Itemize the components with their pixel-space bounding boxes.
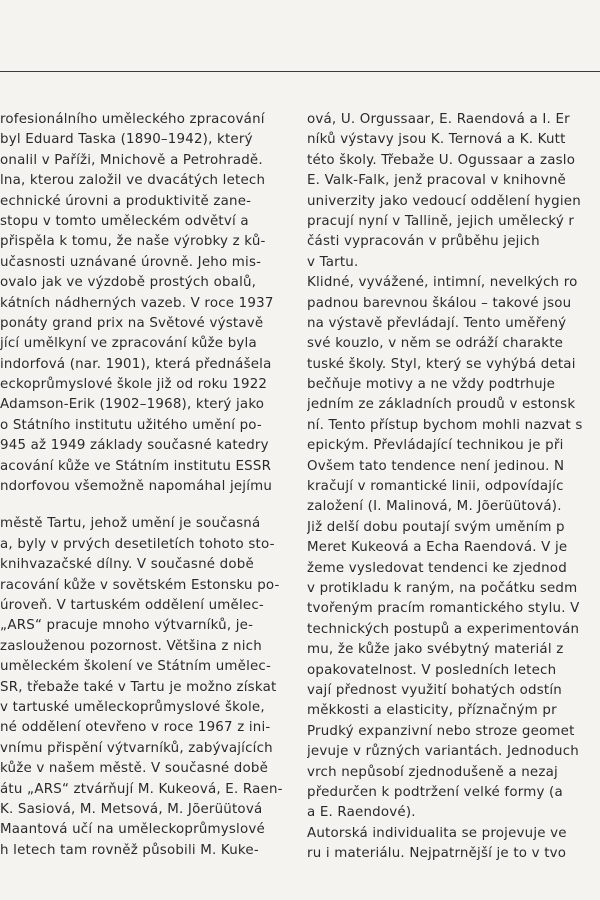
text-line: acování kůže ve Státním institutu ESSR: [0, 458, 272, 474]
text-line: městě Tartu, jehož umění je současná: [0, 516, 261, 532]
text-line: ní. Tento přístup bychom mohli nazvat s: [307, 417, 583, 433]
text-line: části vypracován v průběhu jejich: [307, 234, 540, 250]
header-rule: [0, 71, 600, 72]
text-line: rofesionálního uměleckého zpracování: [0, 112, 265, 127]
text-line: Adamson-Erik (1902–1968), který jako: [0, 397, 265, 413]
text-line: předurčen k podtržení velké formy (a: [307, 784, 563, 800]
text-line: ndorfovou všemožně napomáhal jejímu: [0, 479, 273, 495]
text-line: knihvazačské dílny. V současné době: [0, 557, 254, 573]
text-line: v protikladu k raným, na počátku sedm: [307, 580, 578, 596]
text-line: ová, U. Orgussaar, E. Raendová a I. Er: [307, 112, 570, 127]
text-line: o Státního institutu užitého umění po-: [0, 417, 262, 433]
paragraph: [307, 824, 600, 865]
text-line: mu, že kůže jako svébytný materiál z: [307, 642, 564, 658]
text-line: v Tartu.: [307, 254, 359, 270]
text-line: „ARS“ pracuje mnoho výtvarníků, je-: [0, 618, 254, 634]
text-line: 945 až 1949 základy současné katedry: [0, 438, 269, 454]
text-line: zaslouženou pozornost. Většina z nich: [0, 638, 262, 654]
text-line: a E. Raendové).: [307, 805, 416, 821]
text-line: níků výstavy jsou K. Ternová a K. Kutt: [307, 132, 566, 148]
paragraph-gap: [0, 497, 294, 514]
text-line: kračují v romantické linii, odpovídajíc: [307, 479, 564, 495]
text-line: Ovšem tato tendence není jedinou. N: [307, 458, 565, 474]
text-line: pracují nyní v Tallině, jejich umělecký r: [307, 213, 575, 229]
text-line: kátních nádherných vazeb. V roce 1937: [0, 295, 274, 311]
text-line: onalil v Paříži, Mnichově a Petrohradě.: [0, 152, 263, 168]
text-line: tuské školy. Styl, který se vyhýbá detai: [307, 356, 576, 372]
text-line: této školy. Třebaže U. Ogussaar a zaslo: [307, 152, 576, 168]
text-line: vrch nepůsobí zjednodušeně a nezaj: [307, 764, 558, 780]
text-line: v tartuské uměleckoprůmyslové škole,: [0, 699, 265, 715]
text-line: h letech tam rovněž působili M. Kuke-: [0, 842, 259, 858]
text-line: Již delší dobu poutají svým uměním p: [307, 519, 565, 535]
text-line: jedním ze základních proudů v estonsk: [307, 397, 576, 413]
text-line: echnické úrovni a produktivitě zane-: [0, 193, 252, 209]
text-line: žeme vysledovat tendenci ke zjednod: [307, 560, 567, 576]
text-line: uměleckém školení ve Státním umělec-: [0, 659, 272, 675]
text-line: byl Eduard Taska (1890–1942), který: [0, 132, 253, 148]
text-line: měkkosti a elasticity, příznačným pr: [307, 703, 557, 719]
text-line: Prudký expanzivní nebo stroze geomet: [307, 723, 575, 739]
text-line: padnou barevnou škálou – takové jsou: [307, 295, 572, 311]
text-line: ovalo jak ve výzdobě prostých obalů,: [0, 275, 257, 291]
paragraph: [0, 514, 294, 861]
paragraph: [307, 273, 600, 824]
text-line: učasnosti uznávané úrovně. Jeho mis-: [0, 254, 262, 270]
text-line: kůže v našem městě. V současné době: [0, 761, 269, 777]
text-line: vnímu přispění výtvarníků, zabývajících: [0, 740, 273, 756]
paragraph: [307, 110, 600, 273]
text-line: ponáty grand prix na Světové výstavě: [0, 315, 264, 331]
text-line: přispěla k tomu, že naše výrobky z ků-: [0, 234, 266, 250]
text-line: své kouzlo, v něm se odráží charakte: [307, 336, 564, 352]
text-line: Meret Kukeová a Echa Raendová. V je: [307, 540, 568, 556]
text-line: technických postupů a experimentován: [307, 621, 580, 637]
text-line: né oddělení otevřeno v roce 1967 z ini-: [0, 720, 271, 736]
text-line: jící umělkyní ve zpracování kůže byla: [0, 336, 257, 352]
text-line: vají přednost využití bohatých odstín: [307, 682, 562, 698]
text-line: K. Sasiová, M. Metsová, M. Jõerüütová: [0, 801, 263, 817]
text-line: átu „ARS“ ztvárňují M. Kukeová, E. Raen-: [0, 781, 283, 797]
text-line: racování kůže v sovětském Estonsku po-: [0, 577, 280, 593]
text-line: tvořeným pracím romantického stylu. V: [307, 601, 580, 617]
text-line: E. Valk-Falk, jenž pracoval v knihovně: [307, 173, 566, 189]
text-line: založení (I. Malinová, M. Jõerüütová).: [307, 499, 562, 515]
paragraph: [0, 110, 294, 497]
text-line: Klidné, vyvážené, intimní, nevelkých ro: [307, 275, 578, 291]
text-line: epickým. Převládající technikou je při: [307, 438, 564, 454]
text-line: bečňuje motivy a ne vždy podtrhuje: [307, 377, 556, 393]
text-line: jevuje v různých variantách. Jednoduch: [307, 744, 579, 760]
text-line: univerzity jako vedoucí oddělení hygien: [307, 193, 581, 209]
text-line: stopu v tomto uměleckém odvětví a: [0, 213, 249, 229]
text-line: úroveň. V tartuském oddělení umělec-: [0, 597, 264, 613]
text-line: opakovatelnost. V posledních letech: [307, 662, 557, 678]
text-line: indorfová (nar. 1901), která přednášela: [0, 356, 272, 372]
text-line: eckoprůmyslové škole již od roku 1922: [0, 377, 268, 393]
right-column: [307, 110, 600, 864]
text-line: a, byly v prvých desetiletích tohoto sto-: [0, 536, 275, 552]
left-column: [0, 110, 294, 861]
text-line: SR, třebaže také v Tartu je možno získat: [0, 679, 277, 695]
text-line: lna, kterou založil ve dvacátých letech: [0, 173, 266, 189]
text-line: na výstavě převládají. Tento uměřený: [307, 315, 567, 331]
text-line: ru i materiálu. Nejpatrnější je to v tvo: [307, 846, 567, 862]
text-line: Maantová učí na uměleckoprůmyslové: [0, 822, 265, 838]
text-line: Autorská individualita se projevuje ve: [307, 825, 567, 841]
